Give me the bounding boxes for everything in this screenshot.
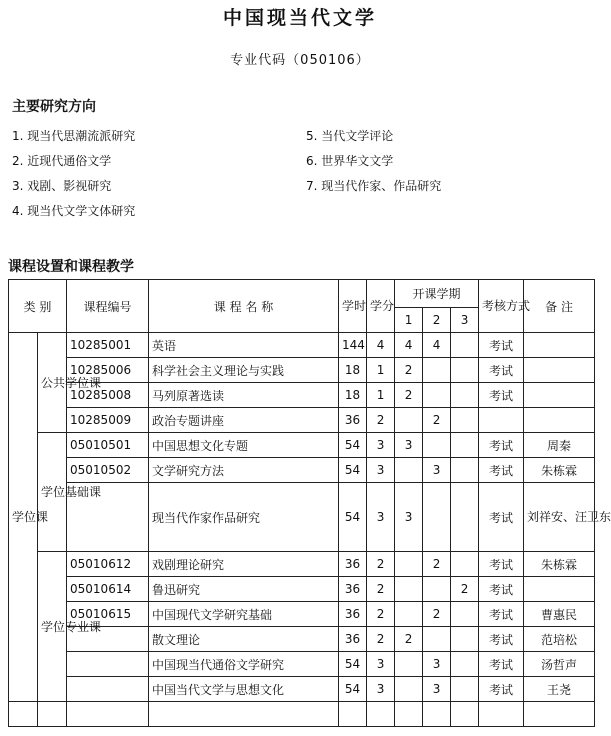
course-sem1 [395, 677, 423, 702]
course-sem2: 2 [423, 552, 451, 577]
course-sem3: 2 [451, 577, 479, 602]
course-sem3 [451, 677, 479, 702]
course-note [524, 383, 595, 408]
course-sem3 [451, 627, 479, 652]
course-sem3 [451, 602, 479, 627]
course-note: 周秦 [524, 433, 595, 458]
course-credits: 3 [367, 677, 395, 702]
empty-cell [423, 702, 451, 727]
course-sem2 [423, 577, 451, 602]
course-note [524, 333, 595, 358]
course-sem1: 2 [395, 383, 423, 408]
course-credits: 4 [367, 333, 395, 358]
course-name: 鲁迅研究 [149, 577, 339, 602]
course-code: 10285008 [67, 383, 149, 408]
course-sem1 [395, 458, 423, 483]
course-hours: 54 [339, 433, 367, 458]
research-heading: 主要研究方向 [12, 99, 96, 115]
course-sem2: 3 [423, 458, 451, 483]
course-hours: 36 [339, 552, 367, 577]
research-item: 3. 戏剧、影视研究 [12, 179, 112, 193]
course-code: 10285006 [67, 358, 149, 383]
course-sem2: 2 [423, 602, 451, 627]
course-sem2 [423, 358, 451, 383]
course-hours: 144 [339, 333, 367, 358]
empty-cell [395, 702, 423, 727]
header-semester: 开课学期 [395, 280, 479, 308]
header-category: 类 别 [9, 280, 67, 333]
course-exam: 考试 [479, 602, 524, 627]
empty-cell [67, 702, 149, 727]
course-name: 中国现当代通俗文学研究 [149, 652, 339, 677]
courses-heading: 课程设置和课程教学 [8, 259, 134, 275]
course-sem1: 3 [395, 433, 423, 458]
course-name: 政治专题讲座 [149, 408, 339, 433]
course-sem1: 4 [395, 333, 423, 358]
course-sem3 [451, 552, 479, 577]
research-item: 4. 现当代文学文体研究 [12, 204, 136, 218]
header-semester-1: 1 [395, 308, 423, 333]
course-exam: 考试 [479, 627, 524, 652]
header-code: 课程编号 [67, 280, 149, 333]
course-exam: 考试 [479, 458, 524, 483]
research-item: 2. 近现代通俗文学 [12, 154, 112, 168]
research-item: 6. 世界华文文学 [306, 154, 394, 168]
course-code: 10285009 [67, 408, 149, 433]
header-note: 备 注 [524, 280, 595, 333]
course-name: 文学研究方法 [149, 458, 339, 483]
course-credits: 3 [367, 652, 395, 677]
course-sem2: 3 [423, 677, 451, 702]
course-code: 05010502 [67, 458, 149, 483]
course-note: 范培松 [524, 627, 595, 652]
course-sem1 [395, 602, 423, 627]
course-credits: 2 [367, 552, 395, 577]
course-name: 中国当代文学与思想文化 [149, 677, 339, 702]
course-hours: 36 [339, 627, 367, 652]
course-exam [479, 408, 524, 433]
course-sem3 [451, 383, 479, 408]
course-code: 05010615 [67, 602, 149, 627]
header-semester-3: 3 [451, 308, 479, 333]
course-name: 中国现代文学研究基础 [149, 602, 339, 627]
course-code: 05010612 [67, 552, 149, 577]
course-sem2 [423, 383, 451, 408]
course-note [524, 358, 595, 383]
course-credits: 3 [367, 433, 395, 458]
course-credits: 1 [367, 358, 395, 383]
course-sem2 [423, 483, 451, 552]
course-hours: 18 [339, 358, 367, 383]
course-credits: 3 [367, 483, 395, 552]
page-title: 中国现当代文学 [222, 7, 377, 29]
course-hours: 36 [339, 577, 367, 602]
course-sem3 [451, 333, 479, 358]
course-name: 马列原著选读 [149, 383, 339, 408]
course-exam: 考试 [479, 577, 524, 602]
course-credits: 2 [367, 577, 395, 602]
course-name: 戏剧理论研究 [149, 552, 339, 577]
course-exam: 考试 [479, 383, 524, 408]
empty-cell [9, 702, 38, 727]
header-exam: 考核方式 [479, 280, 524, 333]
course-sem3 [451, 433, 479, 458]
course-exam: 考试 [479, 358, 524, 383]
course-sem1 [395, 652, 423, 677]
course-credits: 3 [367, 458, 395, 483]
header-name: 课 程 名 称 [149, 280, 339, 333]
header-hours: 学时 [339, 280, 367, 333]
empty-cell [479, 702, 524, 727]
course-sem1 [395, 552, 423, 577]
course-sem1 [395, 577, 423, 602]
research-item: 5. 当代文学评论 [306, 129, 394, 143]
course-sem2: 2 [423, 408, 451, 433]
category-degree-courses: 学位课 [9, 333, 38, 702]
empty-cell [451, 702, 479, 727]
course-credits: 2 [367, 602, 395, 627]
course-name: 中国思想文化专题 [149, 433, 339, 458]
group-public: 公共学位课 [38, 333, 67, 433]
course-code: 10285001 [67, 333, 149, 358]
course-note: 汤哲声 [524, 652, 595, 677]
empty-cell [524, 702, 595, 727]
course-hours: 36 [339, 408, 367, 433]
course-note [524, 577, 595, 602]
course-exam: 考试 [479, 552, 524, 577]
course-code: 05010501 [67, 433, 149, 458]
course-credits: 1 [367, 383, 395, 408]
research-item: 1. 现当代思潮流派研究 [12, 129, 136, 143]
course-hours: 54 [339, 677, 367, 702]
course-note: 刘祥安、汪卫东 [524, 483, 595, 552]
course-credits: 2 [367, 627, 395, 652]
course-hours: 54 [339, 652, 367, 677]
research-item: 7. 现当代作家、作品研究 [306, 179, 442, 193]
course-name: 科学社会主义理论与实践 [149, 358, 339, 383]
course-sem2: 3 [423, 652, 451, 677]
course-sem3 [451, 652, 479, 677]
header-credits: 学分 [367, 280, 395, 333]
course-hours: 18 [339, 383, 367, 408]
course-note: 朱栋霖 [524, 552, 595, 577]
course-note: 朱栋霖 [524, 458, 595, 483]
course-sem2: 4 [423, 333, 451, 358]
empty-cell [367, 702, 395, 727]
course-exam: 考试 [479, 652, 524, 677]
empty-cell [38, 702, 67, 727]
course-sem2 [423, 627, 451, 652]
course-sem3 [451, 458, 479, 483]
course-hours: 54 [339, 483, 367, 552]
header-semester-2: 2 [423, 308, 451, 333]
course-sem3 [451, 408, 479, 433]
course-name: 散文理论 [149, 627, 339, 652]
course-code: 05010614 [67, 577, 149, 602]
course-code [67, 677, 149, 702]
major-code: 专业代码（050106） [230, 53, 370, 68]
course-name: 英语 [149, 333, 339, 358]
course-sem1 [395, 408, 423, 433]
course-sem3 [451, 483, 479, 552]
course-sem3 [451, 358, 479, 383]
course-sem1: 3 [395, 483, 423, 552]
course-hours: 36 [339, 602, 367, 627]
course-exam: 考试 [479, 677, 524, 702]
course-exam: 考试 [479, 483, 524, 552]
course-note: 王尧 [524, 677, 595, 702]
course-credits: 2 [367, 408, 395, 433]
group-basic: 学位基础课 [38, 433, 67, 552]
course-note: 曹惠民 [524, 602, 595, 627]
group-major: 学位专业课 [38, 552, 67, 702]
empty-cell [149, 702, 339, 727]
course-code [67, 652, 149, 677]
empty-cell [339, 702, 367, 727]
course-sem2 [423, 433, 451, 458]
course-exam: 考试 [479, 433, 524, 458]
course-exam: 考试 [479, 333, 524, 358]
course-note [524, 408, 595, 433]
course-table [8, 279, 611, 727]
course-sem1: 2 [395, 358, 423, 383]
course-name: 现当代作家作品研究 [149, 483, 339, 552]
course-hours: 54 [339, 458, 367, 483]
course-sem1: 2 [395, 627, 423, 652]
